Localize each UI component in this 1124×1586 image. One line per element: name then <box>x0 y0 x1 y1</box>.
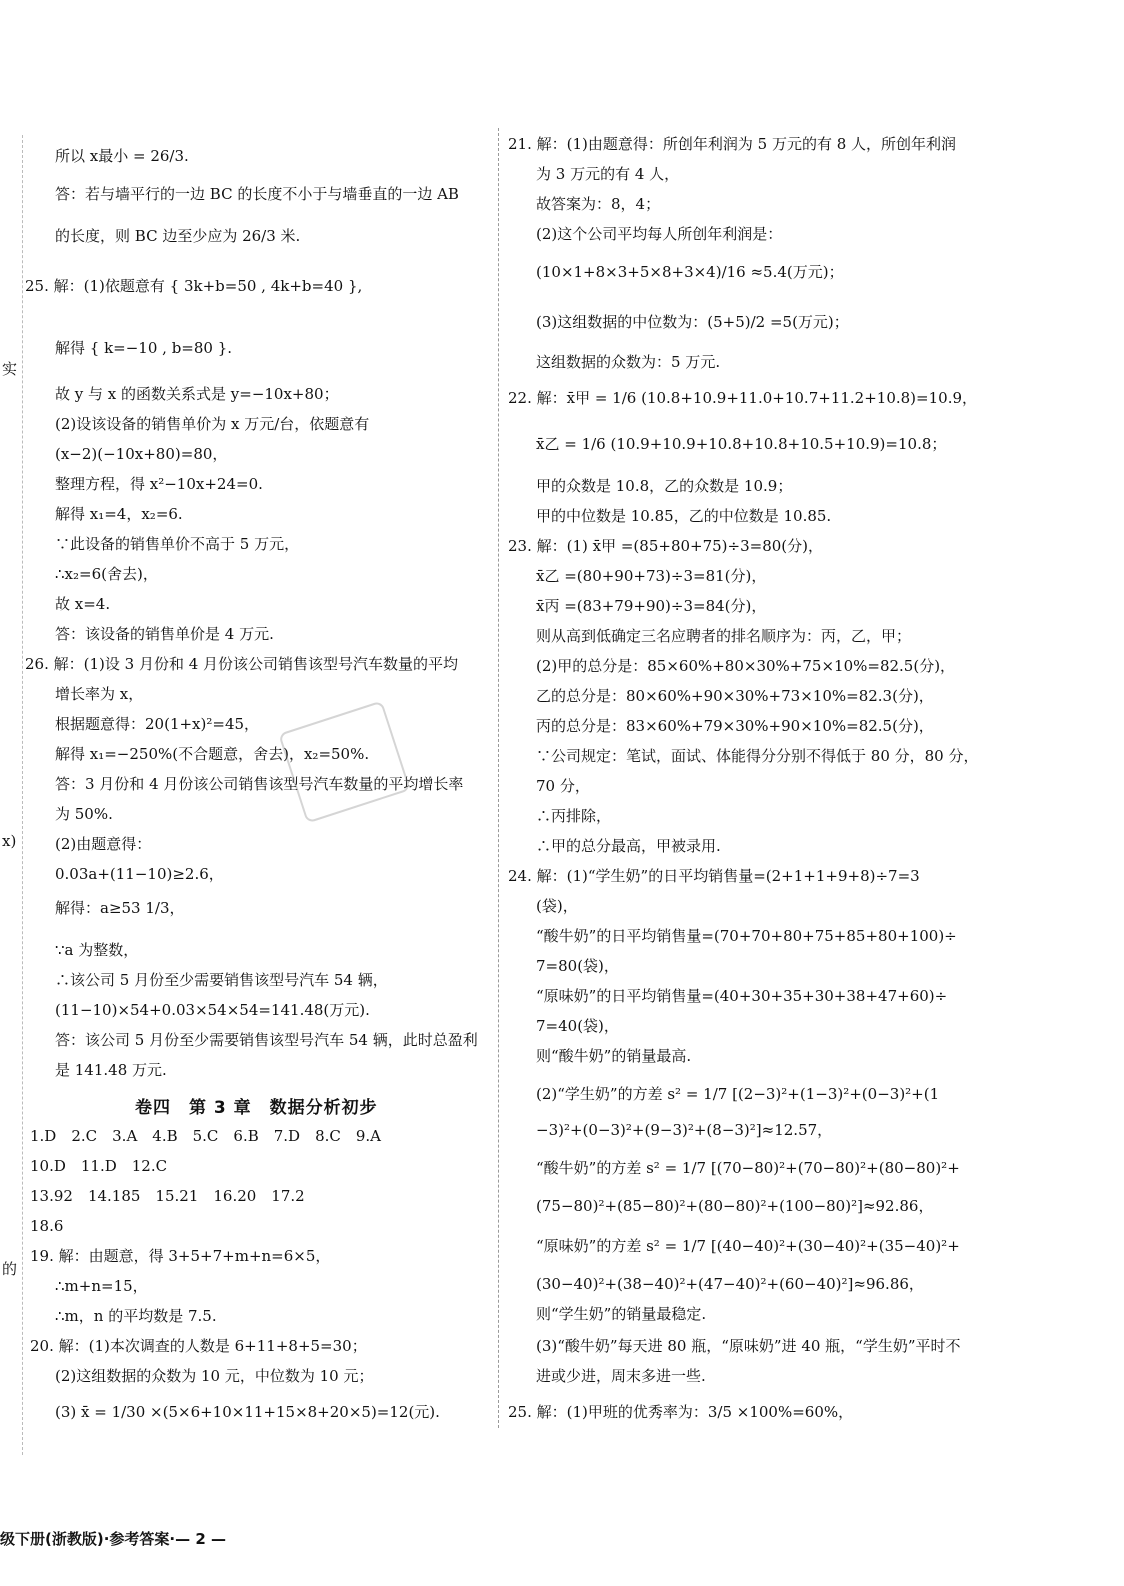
text-line: 则从高到低确定三名应聘者的排名顺序为：丙，乙，甲； <box>536 627 912 645</box>
text-line: 故 y 与 x 的函数关系式是 y=−10x+80； <box>55 385 339 403</box>
answer-line: (3) x̄ = 1/30 ×(5×6+10×11+15×8+20×5)=12(元). <box>55 1403 440 1421</box>
column-divider <box>498 128 499 1428</box>
text-line: (30−40)²+(38−40)²+(47−40)²+(60−40)²]≈96.86， <box>536 1275 924 1293</box>
text-line: ∴该公司 5 月份至少需要销售该型号汽车 54 辆， <box>55 971 388 989</box>
text-line: 答：该公司 5 月份至少需要销售该型号汽车 54 辆，此时总盈利 <box>55 1031 478 1049</box>
text-line: (10×1+8×3+5×8+3×4)/16 ≈5.4(万元)； <box>536 263 844 281</box>
text-line: 解得 { k=−10 , b=80 }. <box>55 339 233 357</box>
text-line: “原味奶”的日平均销售量=(40+30+35+30+38+47+60)÷ <box>536 987 948 1005</box>
text-line: 是 141.48 万元. <box>55 1061 167 1079</box>
answer-line: 19. 解：由题意，得 3+5+7+m+n=6×5， <box>30 1247 331 1265</box>
text-line: ∵a 为整数， <box>55 941 139 959</box>
text-line: ∴甲的总分最高，甲被录用. <box>536 837 721 855</box>
text-line: 25. 解：(1)甲班的优秀率为：3/5 ×100%=60%， <box>508 1403 854 1421</box>
text-line: 进或少进，周末多进一些. <box>536 1367 706 1385</box>
answer-line: 18.6 <box>30 1217 64 1235</box>
margin-char: x) <box>2 832 17 850</box>
text-line: ∵公司规定：笔试，面试、体能得分分别不得低于 80 分，80 分， <box>536 747 979 765</box>
text-line: “酸牛奶”的日平均销售量=(70+70+80+75+85+80+100)÷ <box>536 927 957 945</box>
text-line: 整理方程，得 x²−10x+24=0. <box>55 475 263 493</box>
answer-line: ∴m+n=15， <box>55 1277 148 1295</box>
text-line: (2)设该设备的销售单价为 x 万元/台，依题意有 <box>55 415 370 433</box>
text-line: 22. 解：x̄甲 = 1/6 (10.8+10.9+11.0+10.7+11.2+10.8)=10.9， <box>508 389 977 407</box>
text-line: ∴丙排除， <box>536 807 612 825</box>
text-line: 甲的中位数是 10.85，乙的中位数是 10.85. <box>536 507 832 525</box>
answer-line: 20. 解：(1)本次调查的人数是 6+11+8+5=30； <box>30 1337 367 1355</box>
answer-line: ∴m，n 的平均数是 7.5. <box>55 1307 217 1325</box>
text-line: 7=80(袋)， <box>536 957 619 975</box>
margin-char: 实 <box>2 360 18 378</box>
answer-line: 13.92 14.185 15.21 16.20 17.2 <box>30 1187 305 1205</box>
answer-line: 1.D 2.C 3.A 4.B 5.C 6.B 7.D 8.C 9.A <box>30 1127 381 1145</box>
text-line: 21. 解：(1)由题意得：所创年利润为 5 万元的有 8 人，所创年利润 <box>508 135 957 153</box>
text-line: 24. 解：(1)“学生奶”的日平均销售量=(2+1+1+9+8)÷7=3 <box>508 867 920 885</box>
text-line: 答：若与墙平行的一边 BC 的长度不小于与墙垂直的一边 AB <box>55 185 459 203</box>
text-line: ∴x₂=6(舍去)， <box>55 565 158 583</box>
text-line: 增长率为 x， <box>55 685 144 703</box>
section-heading: 卷四 第 3 章 数据分析初步 <box>135 1098 378 1118</box>
text-line: 故答案为：8，4； <box>536 195 661 213</box>
answer-line: 10.D 11.D 12.C <box>30 1157 168 1175</box>
text-line: ∵此设备的销售单价不高于 5 万元， <box>55 535 300 553</box>
text-line: 的长度，则 BC 边至少应为 26/3 米. <box>55 227 301 245</box>
text-line: x̄乙 = 1/6 (10.9+10.9+10.8+10.8+10.5+10.9)=10.8； <box>536 435 947 453</box>
text-line: 答：该设备的销售单价是 4 万元. <box>55 625 274 643</box>
text-line: (2)由题意得： <box>55 835 152 853</box>
text-line: 这组数据的众数为：5 万元. <box>536 353 721 371</box>
text-line: 则“酸牛奶”的销量最高. <box>536 1047 692 1065</box>
text-line: x̄丙 =(83+79+90)÷3=84(分)， <box>536 597 767 615</box>
text-line: 故 x=4. <box>55 595 111 613</box>
text-line: 7=40(袋)， <box>536 1017 619 1035</box>
text-line: 为 50%. <box>55 805 113 823</box>
text-line: (袋)， <box>536 897 578 915</box>
text-line: 则“学生奶”的销量最稳定. <box>536 1305 707 1323</box>
text-line: 解得 x₁=4，x₂=6. <box>55 505 183 523</box>
margin-char: 的 <box>2 1260 18 1278</box>
text-line: 70 分， <box>536 777 590 795</box>
text-line: −3)²+(0−3)²+(9−3)²+(8−3)²]≈12.57， <box>536 1121 833 1139</box>
text-line: 所以 x最小 = 26/3. <box>55 147 189 165</box>
page-footer: 级下册(浙教版)·参考答案·— 2 — <box>0 1530 226 1548</box>
text-line: 解得 x₁=−250%(不合题意，舍去)，x₂=50%. <box>55 745 370 763</box>
text-line: (3)“酸牛奶”每天进 80 瓶，“原味奶”进 40 瓶，“学生奶”平时不 <box>536 1337 961 1355</box>
text-line: 丙的总分是：83×60%+79×30%+90×10%=82.5(分)， <box>536 717 934 735</box>
text-line: 26. 解：(1)设 3 月份和 4 月份该公司销售该型号汽车数量的平均 <box>25 655 459 673</box>
text-line: 乙的总分是：80×60%+90×30%+73×10%=82.3(分)， <box>536 687 934 705</box>
text-line: 0.03a+(11−10)≥2.6， <box>55 865 224 883</box>
text-line: 解得：a≥53 1/3， <box>55 899 185 917</box>
answer-line: (2)这组数据的众数为 10 元，中位数为 10 元； <box>55 1367 374 1385</box>
text-line: (2)甲的总分是：85×60%+80×30%+75×10%=82.5(分)， <box>536 657 956 675</box>
text-line: 25. 解：(1)依题意有 { 3k+b=50 , 4k+b=40 }, <box>25 277 363 295</box>
text-line: (3)这组数据的中位数为：(5+5)/2 =5(万元)； <box>536 313 849 331</box>
text-line: (75−80)²+(85−80)²+(80−80)²+(100−80)²]≈92.86， <box>536 1197 934 1215</box>
text-line: “原味奶”的方差 s² = 1/7 [(40−40)²+(30−40)²+(35−40)²+ <box>536 1237 960 1255</box>
text-line: (2)“学生奶”的方差 s² = 1/7 [(2−3)²+(1−3)²+(0−3)²+(1 <box>536 1085 940 1103</box>
text-line: 甲的众数是 10.8，乙的众数是 10.9； <box>536 477 793 495</box>
text-line: “酸牛奶”的方差 s² = 1/7 [(70−80)²+(70−80)²+(80−80)²+ <box>536 1159 960 1177</box>
binding-line <box>22 135 23 1455</box>
text-line: 答：3 月份和 4 月份该公司销售该型号汽车数量的平均增长率 <box>55 775 464 793</box>
text-line: (11−10)×54+0.03×54×54=141.48(万元). <box>55 1001 370 1019</box>
text-line: (2)这个公司平均每人所创年利润是： <box>536 225 783 243</box>
watermark-stamp <box>278 700 411 823</box>
text-line: 23. 解：(1) x̄甲 =(85+80+75)÷3=80(分)， <box>508 537 824 555</box>
text-line: (x−2)(−10x+80)=80， <box>55 445 228 463</box>
text-line: x̄乙 =(80+90+73)÷3=81(分)， <box>536 567 767 585</box>
text-line: 根据题意得：20(1+x)²=45， <box>55 715 260 733</box>
text-line: 为 3 万元的有 4 人， <box>536 165 680 183</box>
